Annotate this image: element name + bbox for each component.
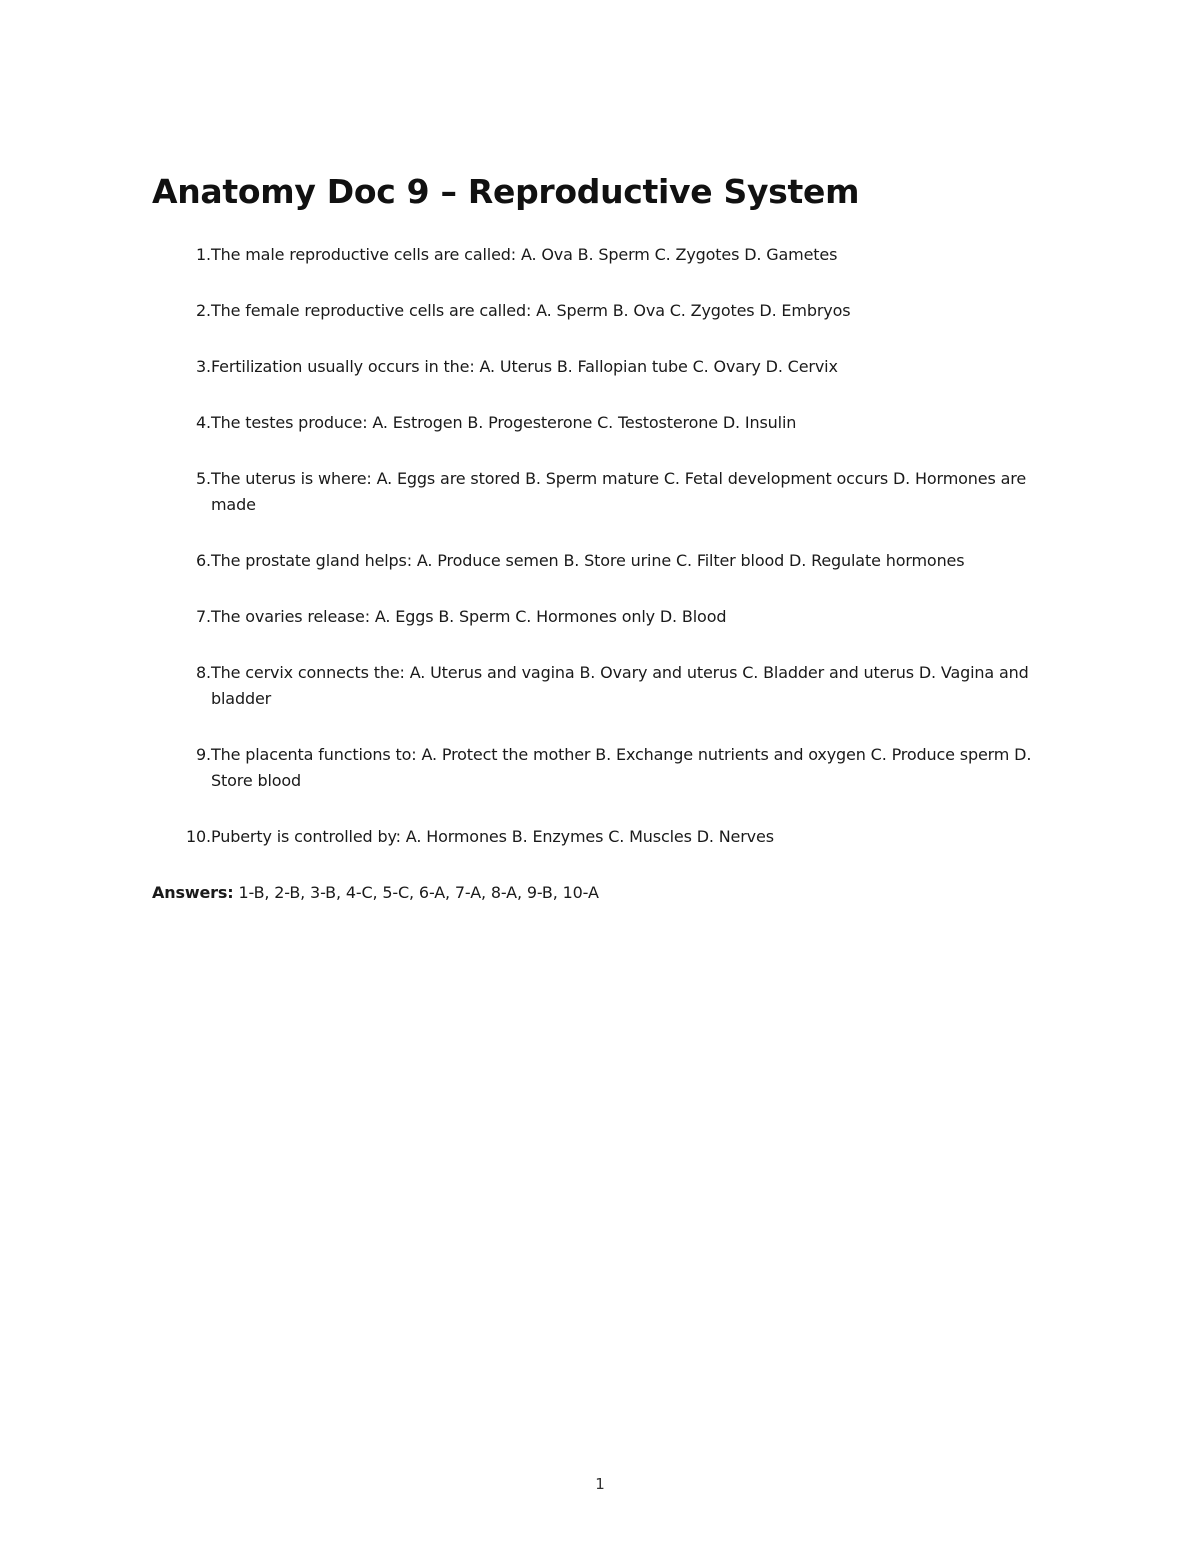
question-number: 9. xyxy=(196,745,211,764)
question-item xyxy=(152,548,1052,574)
question-number: 3. xyxy=(196,357,211,376)
question-text: The female reproductive cells are called: A. Sperm B. Ova C. Zygotes D. Embryos xyxy=(211,301,851,320)
question-text: The cervix connects the: A. Uterus and vagina B. Ovary and uterus C. Bladder and uterus D. Vagina and bladder xyxy=(211,663,1029,708)
question-text: The prostate gland helps: A. Produce semen B. Store urine C. Filter blood D. Regulate hormones xyxy=(211,551,965,570)
question-item xyxy=(152,742,1052,794)
page-number: 1 xyxy=(595,1475,605,1493)
document-title: Anatomy Doc 9 – Reproductive System xyxy=(152,172,860,211)
question-number: 7. xyxy=(196,607,211,626)
question-text: The placenta functions to: A. Protect the mother B. Exchange nutrients and oxygen C. Produce sperm D. Store blood xyxy=(211,745,1032,790)
question-item xyxy=(152,466,1052,518)
question-number: 4. xyxy=(196,413,211,432)
question-text: Fertilization usually occurs in the: A. Uterus B. Fallopian tube C. Ovary D. Cervix xyxy=(211,357,838,376)
question-item xyxy=(152,354,1052,380)
question-list xyxy=(152,242,1052,880)
answer-key xyxy=(152,880,599,906)
question-number: 10. xyxy=(186,827,211,846)
question-text: Puberty is controlled by: A. Hormones B. Enzymes C. Muscles D. Nerves xyxy=(211,827,774,846)
question-item xyxy=(152,410,1052,436)
question-number: 2. xyxy=(196,301,211,320)
question-number: 5. xyxy=(196,469,211,488)
question-item xyxy=(152,824,1052,850)
question-text: The testes produce: A. Estrogen B. Progesterone C. Testosterone D. Insulin xyxy=(211,413,797,432)
question-item xyxy=(152,604,1052,630)
answer-key-label: Answers: xyxy=(152,883,234,902)
question-number: 1. xyxy=(196,245,211,264)
answer-key-value: 1-B, 2-B, 3-B, 4-C, 5-C, 6-A, 7-A, 8-A, 9-B, 10-A xyxy=(233,883,599,902)
question-item xyxy=(152,660,1052,712)
question-item xyxy=(152,298,1052,324)
question-item xyxy=(152,242,1052,268)
question-number: 6. xyxy=(196,551,211,570)
question-text: The male reproductive cells are called: A. Ova B. Sperm C. Zygotes D. Gametes xyxy=(211,245,838,264)
question-text: The uterus is where: A. Eggs are stored B. Sperm mature C. Fetal development occurs D. Hormones are made xyxy=(211,469,1027,514)
question-text: The ovaries release: A. Eggs B. Sperm C. Hormones only D. Blood xyxy=(211,607,727,626)
question-number: 8. xyxy=(196,663,211,682)
